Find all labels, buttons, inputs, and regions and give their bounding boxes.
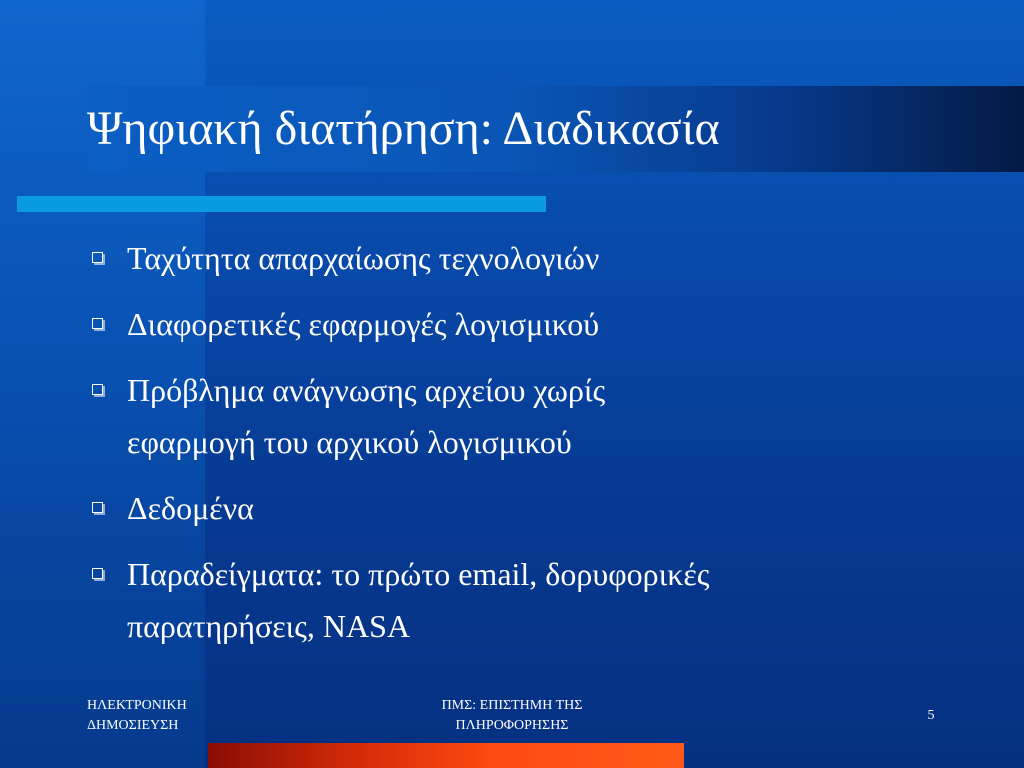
square-bullet-icon <box>92 384 103 395</box>
bullet-text: Πρόβλημα ανάγνωσης αρχείου χωρίς <box>127 372 606 408</box>
footer-center-line: ΠΛΗΡΟΦΟΡΗΣΗΣ <box>455 718 569 733</box>
bullet-item <box>87 232 987 284</box>
footer-center-line: ΠΜΣ: ΕΠΙΣΤΗΜΗ ΤΗΣ <box>441 698 583 713</box>
bullet-text: Δεδομένα <box>127 490 254 526</box>
square-bullet-icon <box>92 318 103 329</box>
footer-left-line: ΔΗΜΟΣΙΕΥΣΗ <box>87 718 179 733</box>
accent-bar <box>17 196 546 212</box>
bullet-text: Παραδείγματα: το πρώτο email, δορυφορικές <box>127 556 710 592</box>
slide-title: Ψηφιακή διατήρηση: Διαδικασία <box>87 102 720 155</box>
footer-left-text <box>87 696 287 736</box>
square-bullet-icon <box>92 568 103 579</box>
square-bullet-icon <box>92 252 103 263</box>
page-number: 5 <box>927 708 935 723</box>
bullet-item <box>87 548 987 652</box>
bullet-text: παρατηρήσεις, NASA <box>127 608 411 644</box>
bullet-item <box>87 482 987 534</box>
bullet-item <box>87 364 987 468</box>
bullet-text: Διαφορετικές εφαρμογές λογισμικού <box>127 306 600 342</box>
bullet-item <box>87 298 987 350</box>
square-bullet-icon <box>92 502 103 513</box>
footer-left-line: ΗΛΕΚΤΡΟΝΙΚΗ <box>87 698 187 713</box>
bottom-accent-bar <box>208 743 684 768</box>
bullet-text: εφαρμογή του αρχικού λογισμικού <box>127 424 572 460</box>
bullet-list <box>87 232 987 666</box>
bullet-text: Ταχύτητα απαρχαίωσης τεχνολογιών <box>127 240 600 276</box>
footer-center-text <box>392 696 632 736</box>
